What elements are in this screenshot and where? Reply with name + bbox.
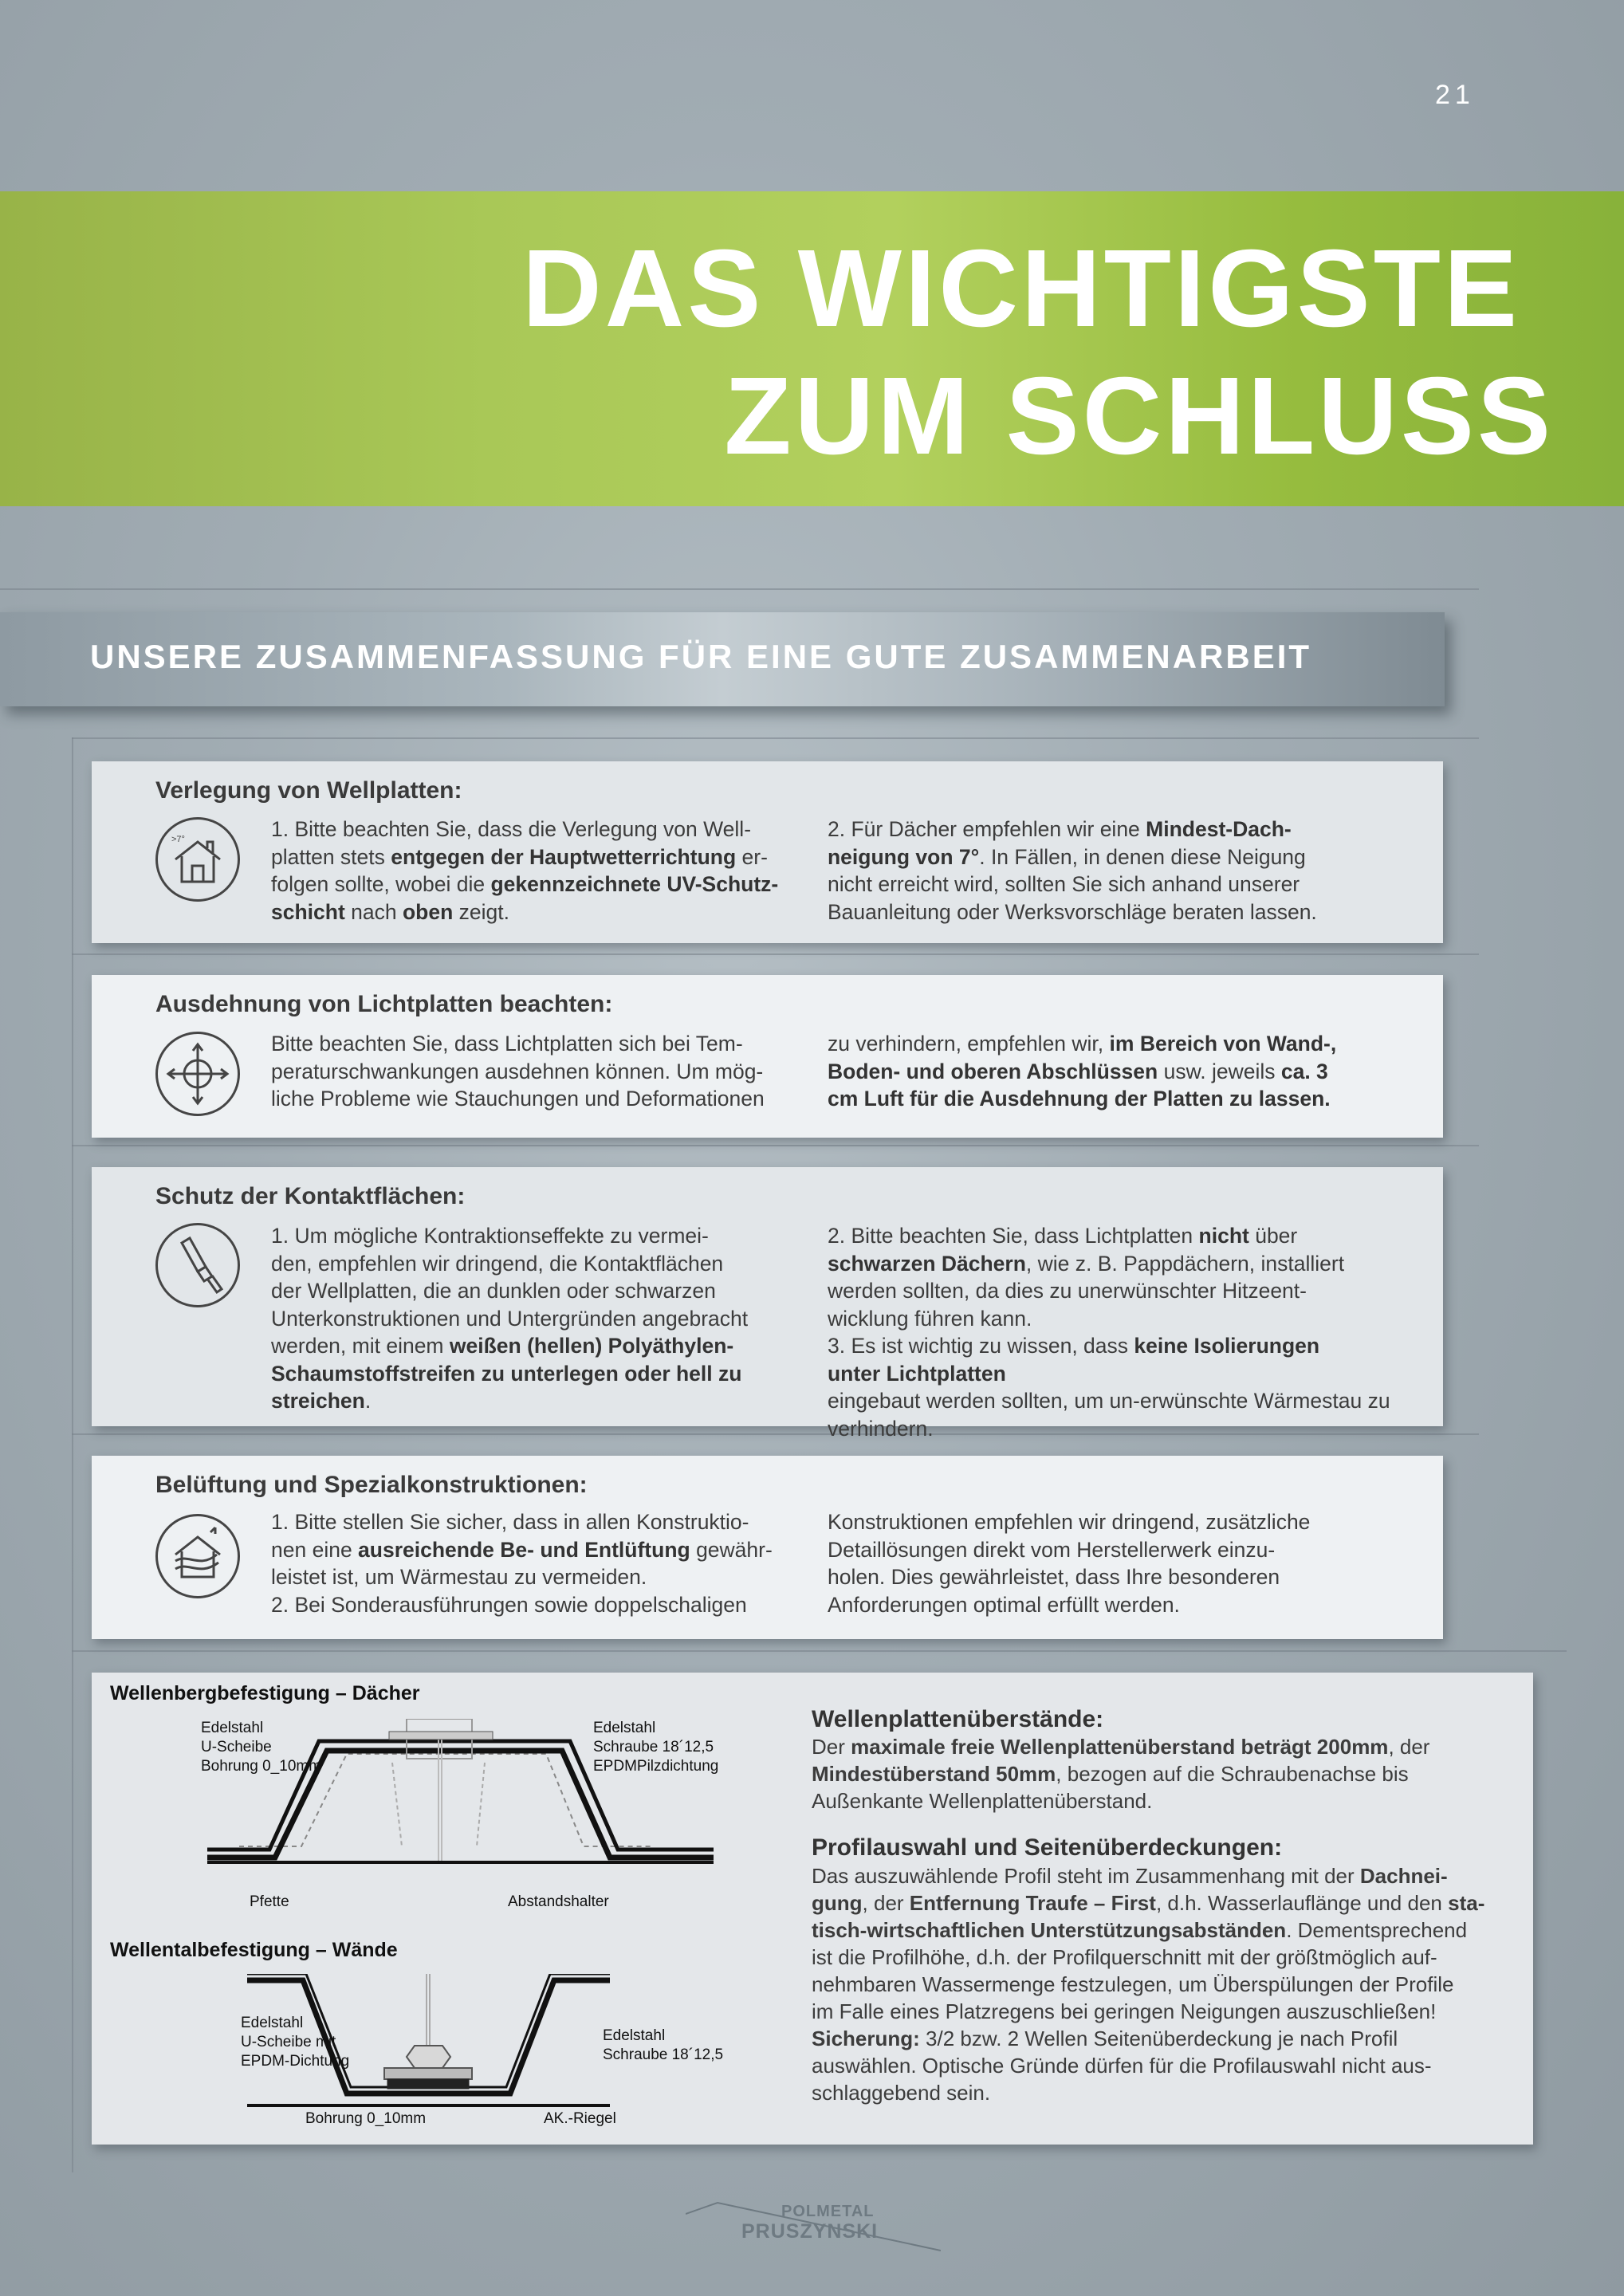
- section-text-right: [828, 816, 1402, 926]
- text-run: Bauanleitung oder Werksvorschläge beraten lassen.: [828, 899, 1317, 924]
- text-run-bold: oben: [402, 899, 454, 924]
- text-run: nen eine: [271, 1537, 359, 1562]
- text-run-bold: Entfernung Traufe – First: [909, 1891, 1156, 1915]
- text-run-bold: schwarzen Dächern: [828, 1251, 1026, 1276]
- text-run-bold: ausreichende Be- und Entlüftung: [358, 1537, 690, 1562]
- text-run-bold: unter Lichtplatten: [828, 1361, 1006, 1386]
- profile-title: Profilauswahl und Seitenüberdeckungen:: [812, 1834, 1283, 1861]
- text-run-bold: Schaumstoffstreifen zu unterlegen oder hell zu: [271, 1361, 742, 1386]
- ventilation-icon: [155, 1514, 240, 1598]
- text-run-bold: nicht: [1198, 1224, 1249, 1248]
- text-run-bold: neigung von 7°: [828, 844, 980, 869]
- text-run: im Falle eines Platzregens bei geringen Neigungen auszuschließen!: [812, 1999, 1437, 2023]
- text-run-bold: streichen: [271, 1389, 365, 1413]
- text-run: 1. Bitte stellen Sie sicher, dass in allen Konstruktio-: [271, 1510, 749, 1534]
- page-title-line-1: DAS WICHTIGSTE: [522, 227, 1520, 350]
- text-run-bold: im Bereich von Wand-,: [1109, 1032, 1337, 1056]
- overhang-title: Wellenplattenüberstände:: [812, 1706, 1104, 1732]
- roof-label-top-left: Edelstahl U-Scheibe Bohrung 0_10mm: [201, 1720, 322, 1775]
- wall-label-bottom-right: AK.-Riegel: [544, 2110, 616, 2127]
- text-run-bold: weißen (hellen) Polyäthylen-: [449, 1334, 734, 1358]
- wall-label-top-left: Edelstahl U-Scheibe mit EPDM-Dichtung: [241, 2015, 350, 2070]
- text-run: , bezogen auf die Schraubenachse bis: [1056, 1762, 1409, 1786]
- text-run: nehmbaren Wassermenge festzulegen, um Überspülungen der Profile: [812, 1972, 1454, 1996]
- brush-icon: [155, 1223, 240, 1307]
- section-title: Belüftung und Spezialkonstruktionen:: [155, 1472, 588, 1498]
- text-run: Konstruktionen empfehlen wir dringend, zusätzliche: [828, 1510, 1311, 1534]
- text-run: eingebaut werden sollten, um un-: [828, 1389, 1140, 1413]
- logo-line-2: PRUSZYNSKI: [741, 2220, 879, 2243]
- text-run: nicht erreicht wird, sollten Sie sich anhand unserer: [828, 872, 1300, 896]
- section-text-left: [271, 1030, 813, 1113]
- page-number: 21: [1435, 80, 1475, 110]
- text-run: .: [364, 1389, 372, 1413]
- text-run: zu verhindern, empfehlen wir,: [828, 1032, 1110, 1056]
- text-run: Detaillösungen direkt vom Herstellerwerk einzu-: [828, 1537, 1276, 1562]
- text-run: ist die Profilhöhe, d.h. der Profilquerschnitt mit der größtmöglich auf-: [812, 1945, 1437, 1969]
- page-title-line-2: ZUM SCHLUSS: [724, 355, 1554, 478]
- section-text-right: [828, 1508, 1402, 1618]
- text-run: zeigt.: [453, 899, 509, 924]
- roof-fixing-title: Wellenbergbefestigung – Dächer: [110, 1682, 420, 1704]
- text-run: . Dementsprechend: [1286, 1918, 1468, 1942]
- house-slope-icon: [155, 817, 240, 902]
- text-run: Das auszuwählende Profil steht im Zusammenhang mit der: [812, 1864, 1360, 1888]
- text-run-bold: maximale freie Wellenplattenüberstand beträgt 200mm: [851, 1735, 1389, 1759]
- text-run: 3/2 bzw. 2 Wellen Seitenüberdeckung je nach Profil: [919, 2027, 1398, 2050]
- divider: [72, 737, 73, 2172]
- text-run: leistet ist, um Wärmestau zu vermeiden.: [271, 1565, 647, 1589]
- svg-text:>7°: >7°: [171, 835, 185, 844]
- text-run: 2. Für Dächer empfehlen wir eine: [828, 817, 1146, 841]
- text-run-bold: keine Isolierungen: [1134, 1334, 1320, 1358]
- section-title: Verlegung von Wellplatten:: [155, 777, 462, 804]
- text-run-bold: gung: [812, 1891, 863, 1915]
- overhang-text: [812, 1733, 1505, 1814]
- text-run: erwünschte Wärmestau zu verhindern.: [828, 1389, 1390, 1441]
- text-run: auswählen. Optische Gründe dürfen für die Profilauswahl nicht aus-: [812, 2054, 1432, 2078]
- text-run: über: [1248, 1224, 1298, 1248]
- text-run: 2. Bitte beachten Sie, dass Lichtplatten: [828, 1224, 1199, 1248]
- text-run: usw. jeweils: [1158, 1059, 1281, 1083]
- text-run: der Wellplatten, die an dunklen oder schwarzen: [271, 1279, 716, 1303]
- text-run-bold: schicht: [271, 899, 345, 924]
- section-title: Schutz der Kontaktflächen:: [155, 1183, 466, 1209]
- text-run: Außenkante Wellenplattenüberstand.: [812, 1789, 1153, 1813]
- section-card: [92, 1456, 1443, 1639]
- text-run-bold: Mindestüberstand 50mm: [812, 1762, 1056, 1786]
- logo-line-1: POLMETAL: [781, 2203, 875, 2220]
- section-text-left: [271, 816, 813, 926]
- expansion-arrows-icon: [155, 1032, 240, 1116]
- text-run: werden sollten, da dies zu unerwünschter Hitzeent-: [828, 1279, 1307, 1303]
- section-card: [92, 1167, 1443, 1441]
- text-run: nach: [344, 899, 403, 924]
- subtitle-bar: [0, 612, 1445, 706]
- text-run: 2. Bei Sonderausführungen sowie doppelschaligen: [271, 1592, 747, 1617]
- text-run-bold: gekennzeichnete UV-Schutz-: [490, 872, 779, 896]
- text-run-bold: Sicherung:: [812, 2027, 920, 2050]
- text-run: , wie z. B. Pappdächern, installiert: [1025, 1251, 1345, 1276]
- text-run-bold: sta-: [1448, 1891, 1485, 1915]
- text-run: gewähr-: [690, 1537, 773, 1562]
- text-run: 1. Bitte beachten Sie, dass die Verlegung von Well-: [271, 817, 752, 841]
- text-run: 3. Es ist wichtig zu wissen, dass: [828, 1334, 1134, 1358]
- section-text-right: [828, 1030, 1402, 1113]
- text-run: folgen sollte, wobei die: [271, 872, 491, 896]
- text-run: , der: [1388, 1735, 1430, 1759]
- text-run: er-: [736, 844, 768, 869]
- text-run: 1. Um mögliche Kontraktionseffekte zu vermei-: [271, 1224, 709, 1248]
- text-run: Anforderungen optimal erfüllt werden.: [828, 1592, 1180, 1617]
- text-run: , d.h. Wasserlauflänge und den: [1155, 1891, 1449, 1915]
- section-card: [92, 761, 1443, 943]
- text-run: peraturschwankungen ausdehnen können. Um mög-: [271, 1059, 764, 1083]
- text-run: , der: [862, 1891, 910, 1915]
- text-run: liche Probleme wie Stauchungen und Deformationen: [271, 1087, 765, 1111]
- roof-label-bottom-left: Pfette: [250, 1893, 289, 1910]
- divider: [72, 953, 1479, 955]
- text-run-bold: cm Luft für die Ausdehnung der Platten zu lassen.: [828, 1087, 1331, 1111]
- divider: [0, 588, 1479, 590]
- divider: [72, 737, 1479, 739]
- section-title: Ausdehnung von Lichtplatten beachten:: [155, 991, 613, 1017]
- wall-label-bottom-left: Bohrung 0_10mm: [305, 2110, 427, 2127]
- section-text-left: [271, 1508, 813, 1618]
- roof-label-bottom-right: Abstandshalter: [508, 1893, 609, 1910]
- divider: [72, 1650, 1567, 1652]
- subtitle: UNSERE ZUSAMMENFASSUNG FÜR EINE GUTE ZUSAMMENARBEIT: [90, 638, 1312, 675]
- text-run: holen. Dies gewährleistet, dass Ihre besonderen: [828, 1565, 1280, 1589]
- profile-text: [812, 1862, 1505, 2106]
- text-run-bold: Boden- und oberen Abschlüssen: [828, 1059, 1158, 1083]
- text-run-bold: ca. 3: [1280, 1059, 1328, 1083]
- text-run: Unterkonstruktionen und Untergründen angebracht: [271, 1306, 749, 1331]
- text-run: werden, mit einem: [271, 1334, 450, 1358]
- text-run: den, empfehlen wir dringend, die Kontaktflächen: [271, 1251, 724, 1276]
- text-run: schlaggebend sein.: [812, 2081, 991, 2105]
- text-run: Der: [812, 1735, 851, 1759]
- text-run: platten stets: [271, 844, 391, 869]
- divider: [72, 1145, 1479, 1146]
- text-run-bold: Mindest-Dach-: [1146, 817, 1292, 841]
- company-logo: [686, 2196, 941, 2256]
- section-text-left: [271, 1222, 813, 1415]
- wall-label-top-right: Edelstahl Schraube 18´12,5: [603, 2027, 724, 2063]
- roof-label-top-right: Edelstahl Schraube 18´12,5 EPDMPilzdichtung: [593, 1720, 719, 1775]
- text-run-bold: Dachnei-: [1359, 1864, 1448, 1888]
- technical-card: [92, 1673, 1533, 2145]
- wall-fixing-title: Wellentalbefestigung – Wände: [110, 1939, 398, 1961]
- section-text-right: [828, 1222, 1402, 1442]
- text-run: Bitte beachten Sie, dass Lichtplatten sich bei Tem-: [271, 1032, 743, 1056]
- text-run-bold: tisch-wirtschaftlichen Unterstützungsabständen: [812, 1918, 1287, 1942]
- text-run-bold: entgegen der Hauptwetterrichtung: [391, 844, 737, 869]
- text-run: wicklung führen kann.: [828, 1306, 1032, 1331]
- section-card: [92, 975, 1443, 1138]
- text-run: . In Fällen, in denen diese Neigung: [979, 844, 1306, 869]
